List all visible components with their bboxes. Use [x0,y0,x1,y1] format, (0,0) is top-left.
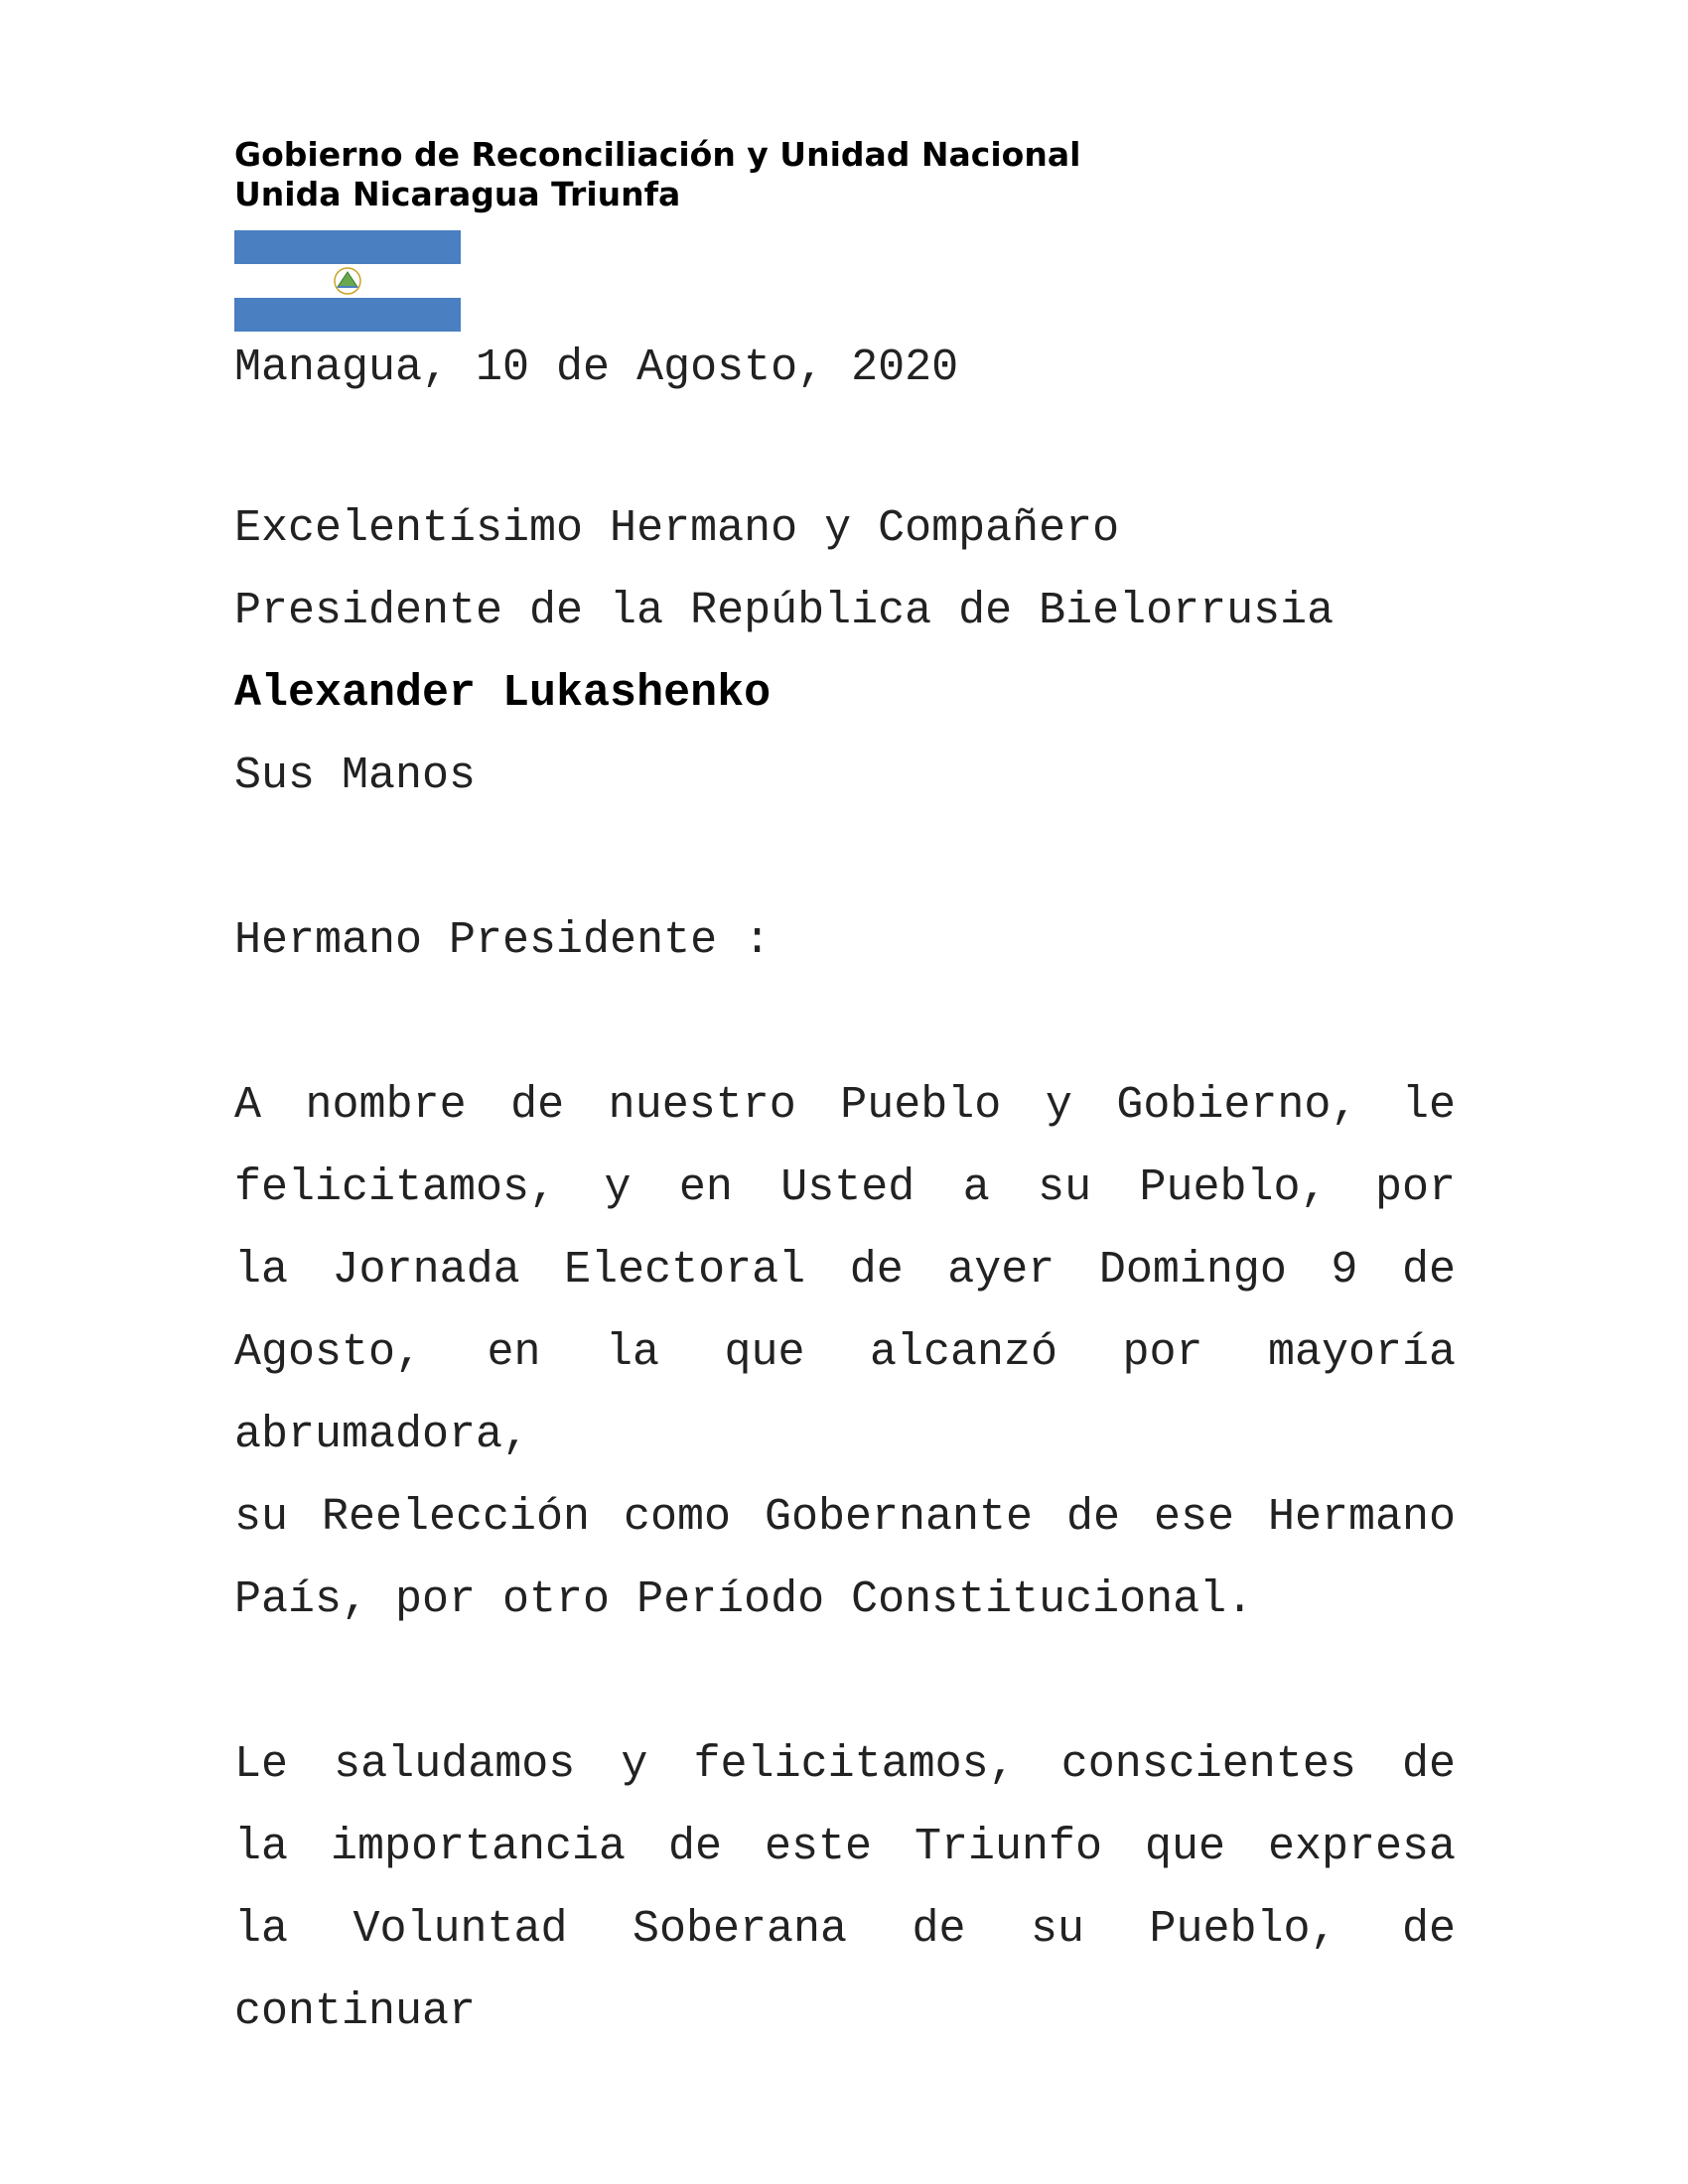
paragraph-line: Agosto, en la que alcanzó por mayoría abrumadora, [234,1327,1456,1460]
paragraph-line: A nombre de nuestro Pueblo y Gobierno, le [234,1080,1456,1131]
paragraph-line: su Reelección como Gobernante de ese Hermano [234,1492,1456,1543]
nicaragua-flag-icon [234,230,461,332]
addressee-title: Excelentísimo Hermano y Compañero [234,503,1120,554]
body-paragraph-2 [234,1723,1456,2053]
letter-greeting: Hermano Presidente : [234,915,772,966]
paragraph-line: felicitamos, y en Usted a su Pueblo, por [234,1162,1456,1213]
paragraph-line: Le saludamos y felicitamos, conscientes de [234,1739,1456,1790]
paragraph-line: País, por otro Período Constitucional. [234,1574,1254,1625]
body-paragraph-1 [234,1064,1456,1641]
government-slogan: Unida Nicaragua Triunfa [234,175,681,213]
addressee-position: Presidente de la República de Bielorrusia [234,586,1335,636]
letter-page [234,135,1456,2053]
paragraph-line: la Voluntad Soberana de su Pueblo, de continuar [234,1904,1456,2037]
addressee-delivery: Sus Manos [234,751,477,801]
letter-date: Managua, 10 de Agosto, 2020 [234,342,959,393]
paragraph-line: la Jornada Electoral de ayer Domingo 9 de [234,1245,1456,1296]
government-name: Gobierno de Reconciliación y Unidad Nacional [234,135,1081,174]
addressee-name: Alexander Lukashenko [234,668,772,719]
paragraph-line: la importancia de este Triunfo que expresa [234,1822,1456,1872]
